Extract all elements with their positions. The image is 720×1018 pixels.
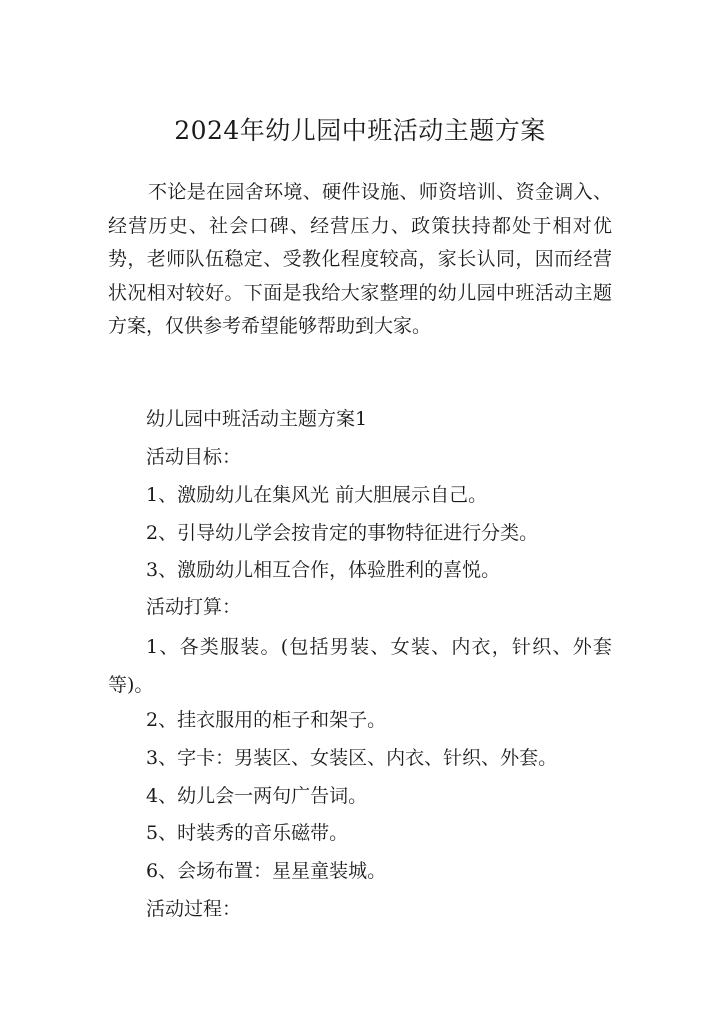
document-title: 2024年幼儿园中班活动主题方案 — [174, 116, 546, 145]
prep-item-2: 2、挂衣服用的柜子和架子。 — [146, 709, 387, 731]
intro-paragraph: 不论是在园舍环境、硬件设施、师资培训、资金调入、经营历史、社会口碑、经营压力、政策扶持都处于相对优势，老师队伍稳定、受教化程度较高，家长认同，因而经营状况相对较好。下面是我给大家整理的幼儿园中班活动主题方案，仅供参考希望能够帮助到大家。 — [108, 181, 612, 337]
prep-item-6: 6、会场布置：星星童装城。 — [146, 860, 387, 882]
section-title: 幼儿园中班活动主题方案1 — [146, 408, 368, 430]
goal-item-2: 2、引导幼儿学会按肯定的事物特征进行分类。 — [146, 522, 539, 544]
prep-item-1: 1、各类服装。(包括男装、女装、内衣，针织、外套等)。 — [108, 636, 612, 696]
prep-heading: 活动打算： — [146, 596, 242, 618]
prep-item-5: 5、时装秀的音乐磁带。 — [146, 822, 349, 844]
process-heading: 活动过程： — [146, 898, 242, 920]
prep-item-4: 4、幼儿会一两句广告词。 — [146, 785, 368, 807]
goal-item-3: 3、激励幼儿相互合作，体验胜利的喜悦。 — [146, 559, 501, 581]
goals-heading: 活动目标： — [146, 446, 242, 468]
prep-item-3: 3、字卡：男装区、女装区、内衣、针织、外套。 — [146, 747, 558, 769]
goal-item-1: 1、激励幼儿在集风光 前大胆展示自己。 — [146, 484, 488, 506]
